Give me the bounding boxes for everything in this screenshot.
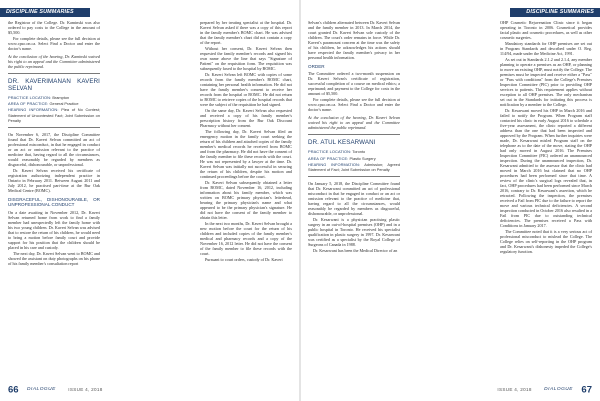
paragraph: The following day, Dr. Kaveri Selvan filed an emergency motion in the family court seeking the return of his children and attached copies of the family member's medical records he received from BOMC and from the pharmacy. He did not have the consent of the family member to file these records with the court. He was not represented by a lawyer at the time. Dr. Kaveri Selvan was initially not successful in securing the return of his children, despite his motion and continued proceedings before the court. [200, 129, 292, 179]
header-tab-left [0, 8, 90, 17]
section-rule [8, 73, 100, 74]
paragraph: For complete details, please see the full decision at www.cpso.on.ca. Select Find a Doctor and enter the doctor's name. [8, 36, 100, 51]
paragraph: Dr. Kaveri Selvan left BOMC with copies of some records from the family member's BOMC chart, containing her personal health information. He did not have the family member's consent to receive her records from the hospital or BOMC. He did not return to BOMC to retrieve copies of the hospital records that were the subject of the requisition he had signed. [200, 72, 292, 107]
section-rule [308, 176, 400, 177]
paragraph: For complete details, please see the full decision at www.cpso.on.ca. Select Find a Doctor and enter the doctor's name. [308, 97, 400, 113]
paragraph: the Registrar of the College. Dr. Kaminski was also ordered to pay costs to the College in the amount of $5,500. [8, 20, 100, 35]
paragraph: On January 5, 2018, the Discipline Committee found that Dr. Kesarwani committed an act of professional misconduct in that he engaged in conduct or an act or omission relevant to the practice of medicine that, having regard to all the circumstances, would reasonably be regarded by members as disgraceful, dishonourable, or unprofessional. [308, 181, 400, 217]
practice-location: PRACTICE LOCATION: Brampton [8, 95, 70, 100]
appeal-note: At the conclusion of the hearing, Dr. Kaminski waived his right to an appeal and the Committee administered the public reprimand. [8, 54, 100, 69]
case-title: DR. KAVERIMANAN KAVERI SELVAN [8, 78, 100, 92]
issue-label-left: ISSUE 4, 2018 [68, 387, 103, 393]
area-of-practice: AREA OF PRACTICE: General Practice [8, 101, 79, 107]
paragraph: The next day, Dr. Kaveri Selvan went to BOMC and showed the assistant on duty photographs on his phone of his family member's consultation report [8, 250, 100, 266]
paragraph: Mandatory standards for OHP premises are set out in Program Standards and described under O. Reg. 114/94, made under the Medicine Act, 1991. [500, 41, 592, 56]
appeal-note: At the conclusion of the hearing, Dr. Kaveri Selvan waived his right to an appeal and the Committee administered the public reprimand. [308, 115, 400, 131]
column-4 [500, 20, 592, 382]
paragraph: Pursuant to court orders, custody of Dr. Kaveri [205, 257, 283, 262]
paragraph: As set out in Standards 2.1.2 and 2.1.4, any member planning to operate a premises as an OHP, or planning to move an existing OHP, must notify the College. The premises must be inspected and receive either a "Pass" or "Pass with conditions" from the College's Premises Inspection Committee (PIC) prior to providing OHP services to patients. This requirement applies without exception to all OHP premises. The only mechanism set out in the Standards for initiating this process is notification by a member to the College. [500, 57, 592, 107]
section-rule [308, 134, 400, 135]
subheading: ORDER [308, 64, 325, 69]
paragraph: On the same day, Dr. Kaveri Selvan also requested and received a copy of his family member's prescription history from the Bur Oak Discount Pharmacy without her consent. [200, 108, 292, 128]
area-of-practice: AREA OF PRACTICE: Plastic Surgery [308, 155, 376, 161]
paragraph: Selvan's children alternated between Dr. Kaveri Selvan and the family member in 2013. In March 2014, the court granted Dr. Kaveri Selvan sole custody of the children. The court's order remains in force. While Dr. Kaveri's paramount concern at the time was the safety of his children, he acknowledges his actions should have respected the family member's privacy in her personal health information. [308, 20, 400, 60]
hearing-information: HEARING INFORMATION: Admission; Agreed Statement of Fact; Joint Submission on Penalty [308, 161, 400, 173]
footer-left [8, 384, 107, 395]
column-3 [308, 20, 400, 382]
subheading: DISGRACEFUL, DISHONOURABLE, OR UNPROFESSIONAL CONDUCT [8, 197, 100, 208]
section-label-left: DISCIPLINE SUMMARIES [6, 9, 74, 15]
column-1 [8, 20, 100, 382]
section-label-right: DISCIPLINE SUMMARIES [526, 9, 594, 15]
paragraph: On a date awaiting in November 2012, Dr. Kaveri Selvan returned home from work to find a family member had unexpectedly left the family home with his two young children. Dr. Kaveri Selvan was advised that to restore the return of his children, he would need to bring a motion before family court and provide support for his position that the children should be placed in his care and custody. [8, 209, 100, 250]
section-rule [8, 127, 100, 128]
case-title: DR. ATUL KESARWANI [308, 139, 376, 147]
page-gutter [299, 0, 301, 401]
magazine-name-right: DIALOGUE [544, 387, 573, 393]
issue-label-right: ISSUE 4, 2018 [497, 387, 532, 393]
paragraph: Dr. Kesarwani is a physician practising plastic surgery in an out-of-hospital premises (OHP) and in a public hospital in Toronto. He received his specialist qualification in plastic surgery in 1997. Dr. Kesarwani was certified as a specialist by the Royal College of Surgeons of Canada in 1988. [308, 217, 400, 248]
paragraph: The Committee noted that it is a very serious act of professional misconduct to mislead the College. The College relies on self-reporting in the OHP program and Dr. Kesarwani's dishonesty impeded the College's regulatory function. [500, 229, 592, 254]
paragraph: Without her consent, Dr. Kaveri Selvan then requested the family member's records and signed his own name above the line that says "Signature of Patient" on the requisition form. The requisition was subsequently faxed to the hospital by BOMC. [200, 46, 292, 71]
column-2 [200, 20, 292, 382]
page-number-left: 66 [8, 384, 19, 396]
magazine-name-left: DIALOGUE [27, 387, 56, 393]
paragraph: Dr. Kaveri Selvan subsequently obtained a letter from BOMC, dated November 16, 2012, including information about his family member, which was written on BOMC primary physician's letterhead, bearing the primary physician's name and what appeared to be the primary physician's signature. He did not have the consent of the family member to obtain this letter. [200, 180, 292, 220]
header-tab-right [510, 8, 600, 17]
paragraph: The Committee ordered a two-month suspension on Dr. Kaveri Selvan's certificate of registration, successful completion of a course on medical ethics; a reprimand; and payment to the College for costs in the amount of $5,500. [308, 71, 400, 97]
paragraph: OHP Cosmetic Rejuvenation Clinic since it began operating in Toronto in 2006. Cosmetical provides facial plastic and cosmetic procedures, as well as other cosmetic surgeries. [500, 20, 592, 40]
hearing-information: HEARING INFORMATION: Plea of No Contest; Statement of Uncontested Fact; Joint Submission on Penalty [8, 107, 100, 123]
paragraph: prepared by her treating specialist at the hospital. Dr. Kaveri Selvan asked if there was a copy of this report in the family member's BOMC chart. He was advised that the family member's chart did not contain a copy of the report. [200, 20, 292, 45]
paragraph: In the next two months, Dr. Kaveri Selvan brought a new motion before the court for the return of his children and included copies of the family member's medical and pharmacy records and a copy of the November 16, 2012 letter. He did not have the consent of the family member to file these records with the court. [200, 221, 292, 256]
paragraph: On November 6, 2017, the Discipline Committee found that Dr. Kaveri Selvan committed an act of professional misconduct, in that he engaged in conduct or an act or omission relevant to the practice of medicine that, having regard to all the circumstances, would reasonably be regarded by members as disgraceful, dishonourable, or unprofessional. [8, 132, 100, 168]
practice-location: PRACTICE LOCATION: Toronto [308, 149, 366, 155]
page-number-right: 67 [581, 384, 592, 396]
paragraph: Dr. Kesarwani moved his OHP in March 2016 and failed to notify the Program. When Program staff contacted his clinic in early August 2016 to schedule a five-year assessment, the clinic reported a different address than the one that had been inspected and approved by the Program. When further inquiries were made, Dr. Kesarwani misled Program staff on the telephone as to the date of the move, stating the OHP had only moved in August 2016. The Premises Inspection Committee (PIC) ordered an unannounced inspection. During the unannounced inspection, Dr. Kesarwani admitted to the assessor that the clinic had moved in March 2016 but claimed that no OHP procedures had been performed since that time. A review of the clinic's surgical logs revealed that, in fact, OHP procedures had been performed since March 2016, contrary to Dr. Kesarwani's assertion, which he retracted. Following the inspection, the premises received a Fail from PIC due to the failure to report the move and various technical deficiencies. A second inspection conducted in October 2016 also resulted in a Fail from PIC due to outstanding technical deficiencies. The premises received a Pass with Conditions in January 2017. [500, 108, 592, 228]
footer-right [493, 384, 592, 395]
paragraph: Dr. Kaveri Selvan received his certificate of registration authorizing independent practice in Ontario in February 2011. Between August 2011 and July 2012, he practised part-time at the Bur Oak Medical Centre (BOMC). [8, 168, 100, 194]
paragraph: Dr. Kesarwani has been the Medical Director of an [313, 248, 398, 254]
